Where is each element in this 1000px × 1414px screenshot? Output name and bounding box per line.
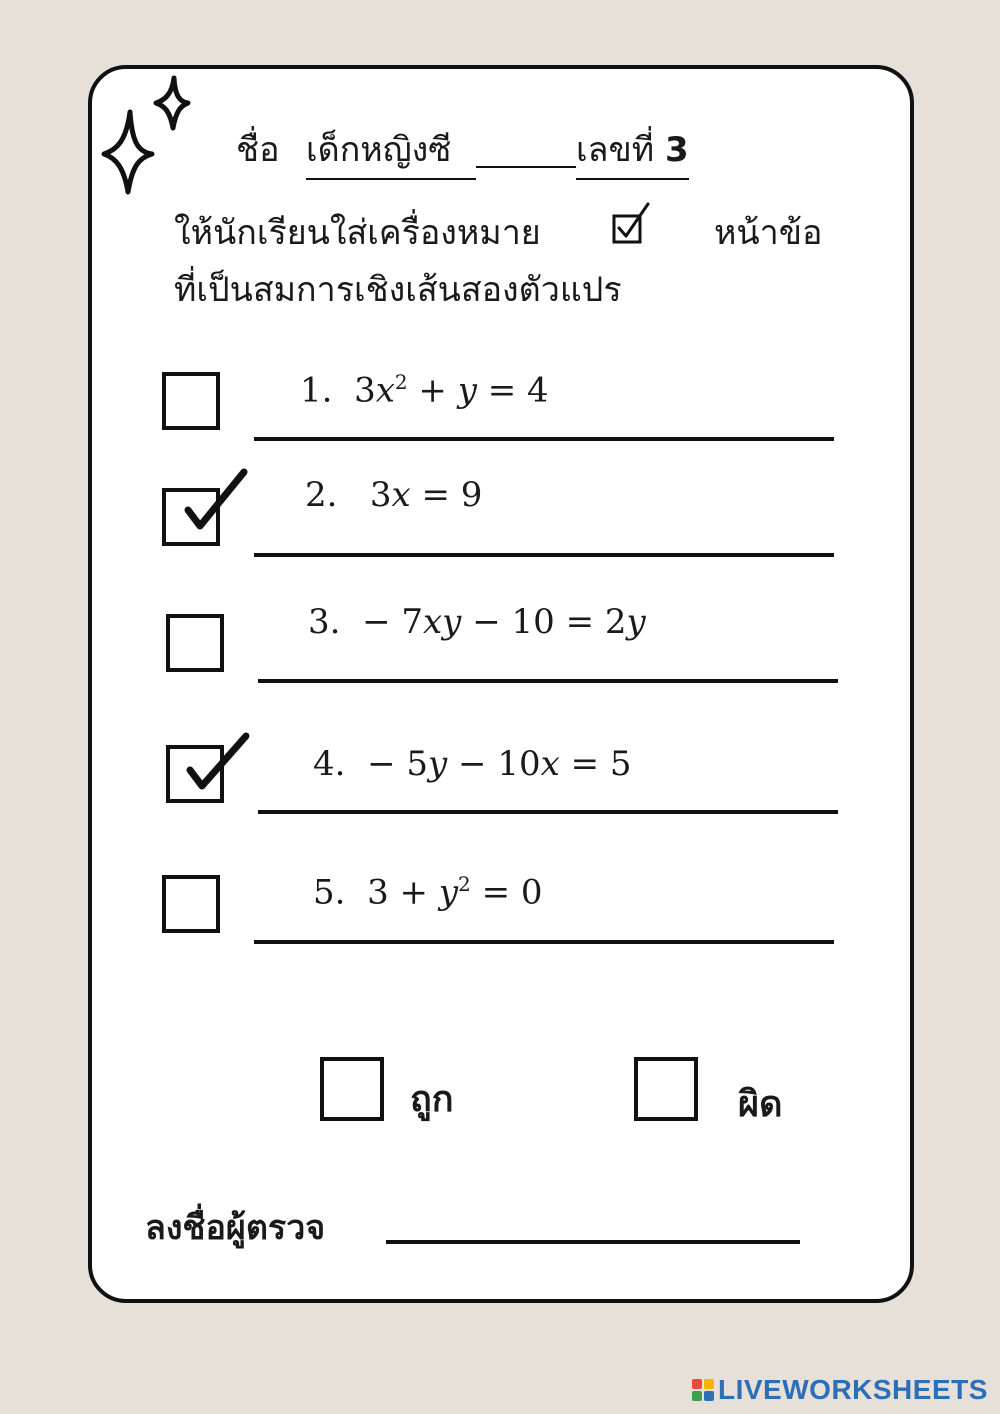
signature-line[interactable]: [386, 1240, 800, 1244]
item-4-number: 4.: [313, 744, 346, 784]
number-label: เลขที่: [576, 130, 655, 170]
item-3-checkbox[interactable]: [166, 614, 224, 672]
brand-logo-icon: [692, 1379, 714, 1401]
item-4-answer-line: [258, 810, 838, 814]
number-field[interactable]: [576, 122, 689, 180]
signature-label: ลงชื่อผู้ตรวจ: [145, 1208, 326, 1248]
wrong-checkbox[interactable]: [634, 1057, 698, 1121]
item-3-number: 3.: [308, 602, 341, 642]
instruction-line-1-end: หน้าข้อ: [714, 213, 823, 253]
item-4-equation: 4. − 5y − 10x = 5: [313, 744, 632, 784]
correct-label: ถูก: [410, 1079, 454, 1120]
correct-checkbox[interactable]: [320, 1057, 384, 1121]
sparkle-icon: [100, 72, 200, 202]
item-4-check-icon: [182, 732, 252, 798]
item-3-answer-line: [258, 679, 838, 683]
item-5-checkbox[interactable]: [162, 875, 220, 933]
wrong-label: ผิด: [738, 1084, 783, 1125]
name-underline-gap: [476, 122, 576, 168]
item-5-answer-line: [254, 940, 834, 944]
instruction-line-2: ที่เป็นสมการเชิงเส้นสองตัวแปร: [174, 270, 622, 310]
number-value: 3: [664, 130, 689, 170]
item-1-answer-line: [254, 437, 834, 441]
item-5-number: 5.: [313, 872, 346, 913]
item-2-check-icon: [180, 468, 250, 534]
brand-name: LIVEWORKSHEETS: [718, 1374, 988, 1405]
item-1-checkbox[interactable]: [162, 372, 220, 430]
student-name-field[interactable]: เด็กหญิงซี: [306, 122, 476, 180]
checkbox-check-icon: [610, 200, 656, 250]
item-1-number: 1.: [300, 370, 333, 411]
item-3-equation: 3. − 7xy − 10 = 2y: [308, 602, 646, 642]
item-5-equation: 5. $3 + y^2 = 0$: [313, 872, 543, 913]
name-label: ชื่อ: [236, 130, 280, 170]
item-2-answer-line: [254, 553, 834, 557]
item-2-number: 2.: [305, 475, 338, 515]
brand-footer: [692, 1374, 988, 1406]
item-1-equation: 1. $3x^2 + y = 4$: [300, 370, 549, 411]
item-2-equation: 2. 3x = 9: [305, 475, 483, 515]
instruction-line-1: ให้นักเรียนใส่เครื่องหมาย: [174, 213, 541, 253]
